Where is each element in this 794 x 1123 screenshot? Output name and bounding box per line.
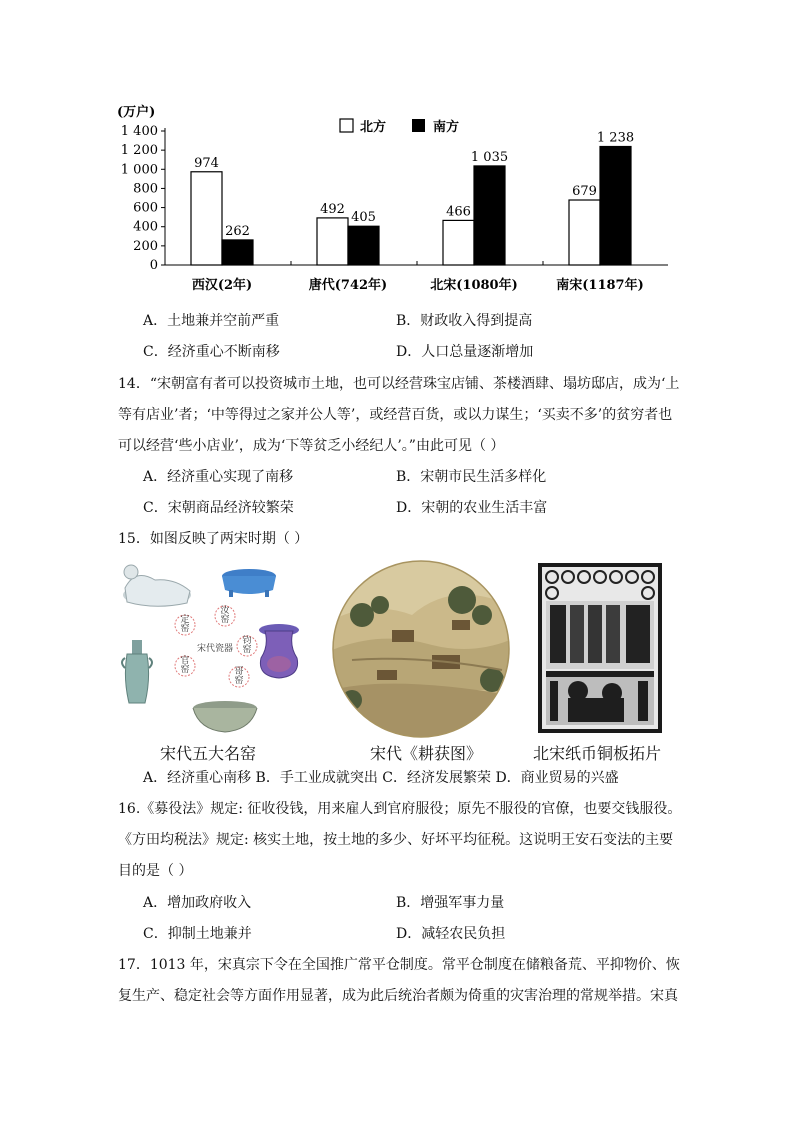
kiln-label-ding: 定窑 (180, 615, 190, 634)
caption-harvest-painting: 宋代《耕获图》 (370, 744, 483, 763)
category-label: 唐代(742年) (308, 278, 388, 293)
q16-option-b[interactable]: B．增强军事力量 (396, 895, 505, 911)
celadon-vase-icon (122, 640, 152, 703)
y-tick-label: 800 (133, 181, 158, 197)
caption-five-kilns: 宋代五大名窑 (160, 744, 257, 763)
q13-option-d[interactable]: D．人口总量逐渐增加 (396, 344, 534, 360)
q16-option-d[interactable]: D．减轻农民负担 (396, 926, 506, 942)
bar-south (348, 226, 379, 265)
q14-option-c[interactable]: C．宋朝商品经济较繁荣 (143, 500, 294, 516)
bar-north (317, 218, 348, 265)
q17-stem-line-2: 复生产、稳定社会等方面作用显著，成为此后统治者颇为倚重的灾害治理的常规举措。宋真 (118, 988, 678, 1004)
bar-value-label: 405 (351, 210, 376, 226)
banknote-rubbing-image (538, 563, 662, 733)
bar-value-label: 492 (320, 201, 345, 217)
bar-value-label: 466 (446, 204, 471, 220)
q16-stem-line-3: 目的是（ ） (118, 863, 193, 879)
q16-stem-line-1: 16.《募役法》规定: 征收役钱，用来雇人到官府服役；原先不服役的官僚，也要交钱服役。 (118, 801, 682, 817)
five-kilns-image (115, 558, 315, 740)
bar-south (222, 240, 253, 265)
bar-north (443, 220, 474, 265)
bar-south (600, 147, 631, 265)
category-label: 北宋(1080年) (430, 278, 518, 293)
kiln-diagram (175, 604, 257, 687)
crackle-bowl-icon (193, 701, 257, 732)
legend-label-north: 北方 (360, 120, 387, 135)
y-tick-label: 400 (133, 219, 158, 235)
purple-jun-vase-icon (259, 624, 299, 678)
q14-option-a[interactable]: A．经济重心实现了南移 (143, 469, 294, 485)
blue-tray-icon (222, 569, 276, 597)
household-bar-chart (0, 95, 794, 300)
kiln-label-jun: 钧窑 (242, 636, 252, 655)
bar-north (191, 172, 222, 265)
bar-south (474, 166, 505, 265)
q14-stem-line-2: 等有店业’者；‘中等得过之家并公人等’，或经营百货，或以力谋生；‘买卖不多’的贫穷者也 (118, 407, 673, 423)
kiln-label-guan: 官窑 (180, 656, 190, 675)
bar-value-label: 262 (225, 223, 250, 239)
q13-option-b[interactable]: B．财政收入得到提高 (396, 313, 533, 329)
y-tick-label: 0 (149, 258, 158, 273)
caption-banknote-rubbing: 北宋纸币铜板拓片 (533, 744, 662, 763)
q15-stem: 15．如图反映了两宋时期（ ） (118, 531, 309, 547)
y-tick-label: 600 (133, 200, 158, 216)
harvest-painting-image (332, 560, 510, 738)
q14-option-d[interactable]: D．宋朝的农业生活丰富 (396, 500, 548, 516)
q16-stem-line-2: 《方田均税法》规定: 核实土地，按土地的多少、好坏平均征税。这说明王安石变法的主要 (118, 832, 674, 848)
bar-north (569, 200, 600, 265)
legend-label-south: 南方 (433, 120, 460, 135)
kiln-label-ge: 哥窑 (234, 667, 244, 686)
y-tick-label: 1 200 (120, 143, 158, 159)
bar-value-label: 1 238 (596, 130, 635, 146)
bar-value-label: 679 (572, 184, 597, 200)
q14-option-b[interactable]: B．宋朝市民生活多样化 (396, 469, 547, 485)
category-label: 南宋(1187年) (556, 278, 644, 293)
q13-option-c[interactable]: C．经济重心不断南移 (143, 344, 280, 360)
kiln-label-ru: 汝窑 (220, 606, 230, 625)
bar-value-label: 1 035 (470, 149, 509, 165)
porcelain-pillow-icon (123, 565, 191, 606)
y-tick-label: 1 400 (120, 124, 158, 139)
y-tick-label: 1 000 (120, 162, 158, 178)
q16-option-c[interactable]: C．抑制土地兼并 (143, 926, 252, 942)
q15-options[interactable]: A．经济重心南移 B．手工业成就突出 C．经济发展繁荣 D．商业贸易的兴盛 (143, 770, 619, 786)
q13-option-a[interactable]: A．土地兼并空前严重 (143, 313, 280, 329)
legend-swatch-south (412, 119, 425, 132)
chart-unit-label: (万户) (117, 105, 156, 120)
q14-stem-line-3: 可以经营‘些小店业’，成为‘下等贫乏小经纪人’。”由此可见（ ） (118, 438, 505, 454)
bar-value-label: 974 (194, 155, 219, 171)
y-tick-label: 200 (133, 238, 158, 254)
legend-swatch-north (340, 119, 353, 132)
q16-option-a[interactable]: A．增加政府收入 (143, 895, 252, 911)
q14-stem-line-1: 14．“宋朝富有者可以投资城市土地，也可以经营珠宝店铺、茶楼酒肆、塌坊邸店，成为‘上 (118, 376, 680, 392)
q17-stem-line-1: 17．1013 年，宋真宗下令在全国推广常平仓制度。常平仓制度在储粮备荒、平抑物价、恢 (118, 957, 680, 973)
category-label: 西汉(2年) (191, 278, 253, 293)
kiln-center-label: 宋代瓷器 (196, 644, 234, 654)
